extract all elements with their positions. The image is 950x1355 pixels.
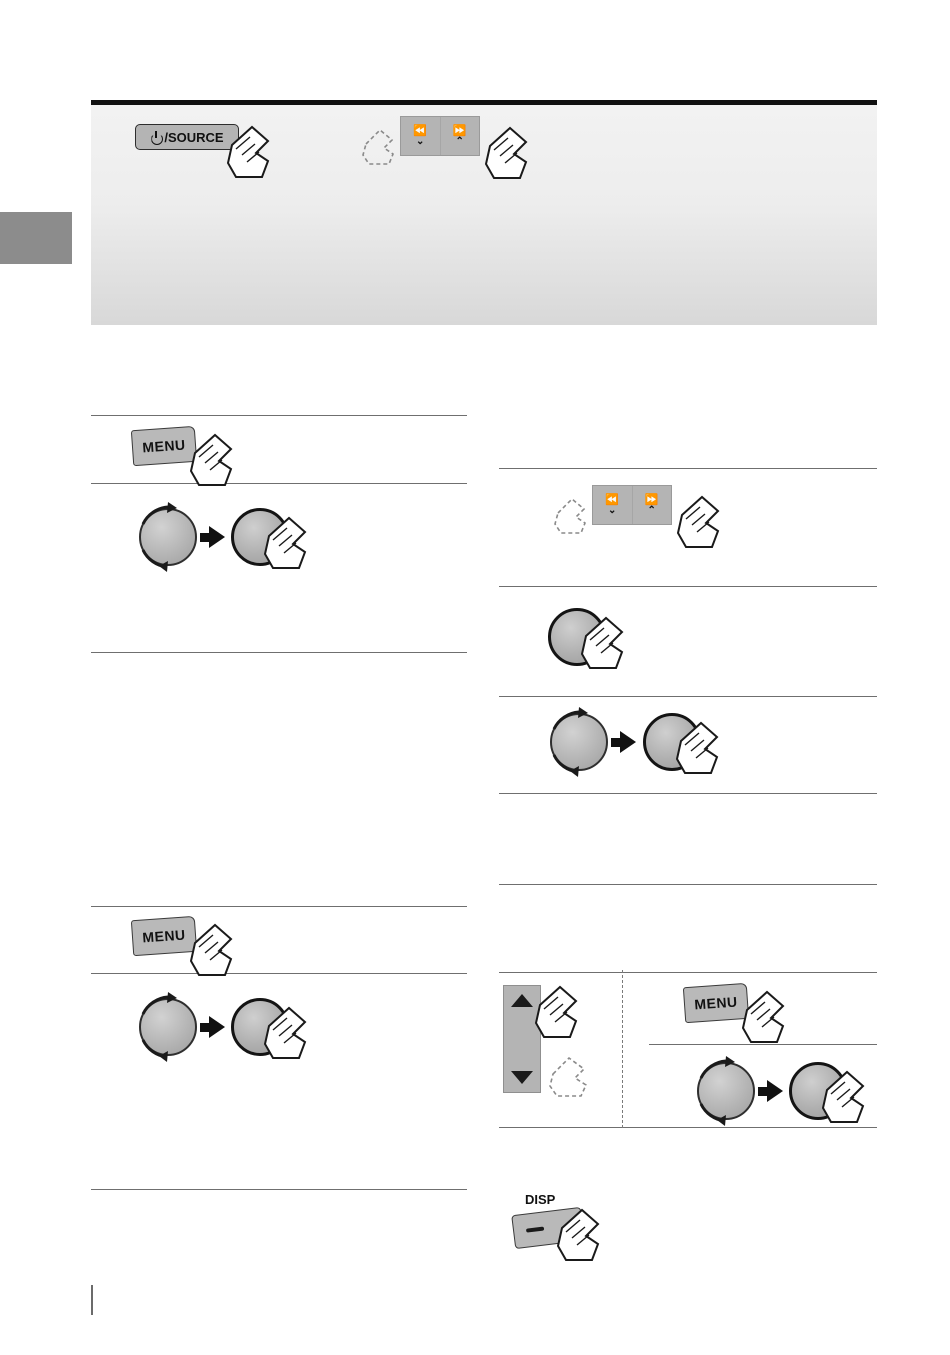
- seek-bar-mid[interactable]: [592, 485, 672, 525]
- hand-pointer-outline-icon: [550, 497, 594, 535]
- disp-dash-icon: [526, 1227, 544, 1233]
- rotate-dial-icon: [129, 988, 207, 1066]
- column-divider: [622, 970, 623, 1128]
- seek-down-caret-icon: ⌄: [608, 505, 617, 516]
- hand-pointer-outline-icon: [358, 128, 402, 166]
- seek-previous-icon: ⏪: [413, 125, 428, 137]
- rotate-dial-icon: [129, 498, 207, 576]
- rule-left-5: [91, 973, 467, 974]
- rule-right-3: [499, 696, 877, 697]
- power-icon: [150, 131, 162, 143]
- arrow-right-stem: [758, 1087, 767, 1096]
- seek-previous-icon: ⏪: [605, 494, 620, 506]
- rotate-dial-icon: [687, 1052, 765, 1130]
- arrow-right-icon: [209, 1016, 225, 1038]
- hand-pointer-icon: [222, 125, 282, 183]
- hand-pointer-outline-icon: [544, 1055, 596, 1099]
- hand-pointer-icon: [672, 495, 732, 553]
- rule-left-3: [91, 652, 467, 653]
- seek-previous-button[interactable]: [401, 117, 441, 155]
- hand-pointer-icon: [480, 126, 540, 184]
- hand-pointer-icon: [817, 1070, 877, 1128]
- hand-pointer-icon: [576, 616, 636, 674]
- hand-pointer-icon: [259, 1006, 319, 1064]
- seek-next-button[interactable]: [633, 486, 672, 524]
- rule-right-5: [499, 884, 877, 885]
- seek-bar-top[interactable]: [400, 116, 480, 156]
- arrow-right-stem: [200, 1023, 209, 1032]
- seek-next-icon: ⏩: [644, 494, 659, 506]
- arrow-right-stem: [200, 533, 209, 542]
- seek-next-button[interactable]: [441, 117, 480, 155]
- arrow-right-icon: [620, 731, 636, 753]
- hand-pointer-icon: [259, 516, 319, 574]
- page-side-tab: [0, 212, 72, 264]
- seek-up-caret-icon: ⌃: [647, 505, 656, 516]
- seek-previous-button[interactable]: [593, 486, 633, 524]
- rule-right-6: [499, 972, 877, 973]
- menu-button-label: MENU: [141, 926, 187, 946]
- menu-button-label: MENU: [693, 993, 739, 1013]
- page-edge-marker: [91, 1285, 93, 1315]
- triangle-down-icon[interactable]: [511, 1071, 533, 1084]
- hand-pointer-icon: [552, 1208, 612, 1266]
- seek-up-caret-icon: ⌃: [455, 136, 464, 147]
- hand-pointer-icon: [185, 433, 245, 491]
- seek-down-caret-icon: ⌄: [416, 136, 425, 147]
- hand-pointer-icon: [737, 990, 797, 1048]
- rotate-dial-icon: [540, 703, 618, 781]
- menu-button-label: MENU: [141, 436, 187, 456]
- hand-pointer-icon: [530, 985, 590, 1043]
- rule-right-2: [499, 586, 877, 587]
- hand-pointer-icon: [671, 721, 731, 779]
- arrow-right-icon: [767, 1080, 783, 1102]
- rule-left-1: [91, 415, 467, 416]
- disp-button-label: DISP: [525, 1192, 556, 1207]
- rule-left-6: [91, 1189, 467, 1190]
- seek-next-icon: ⏩: [452, 125, 467, 137]
- rule-right-1: [499, 468, 877, 469]
- power-source-label: /SOURCE: [164, 129, 224, 145]
- rule-left-2: [91, 483, 467, 484]
- rule-right-4: [499, 793, 877, 794]
- rule-left-4: [91, 906, 467, 907]
- arrow-right-icon: [209, 526, 225, 548]
- arrow-right-stem: [611, 738, 620, 747]
- hand-pointer-icon: [185, 923, 245, 981]
